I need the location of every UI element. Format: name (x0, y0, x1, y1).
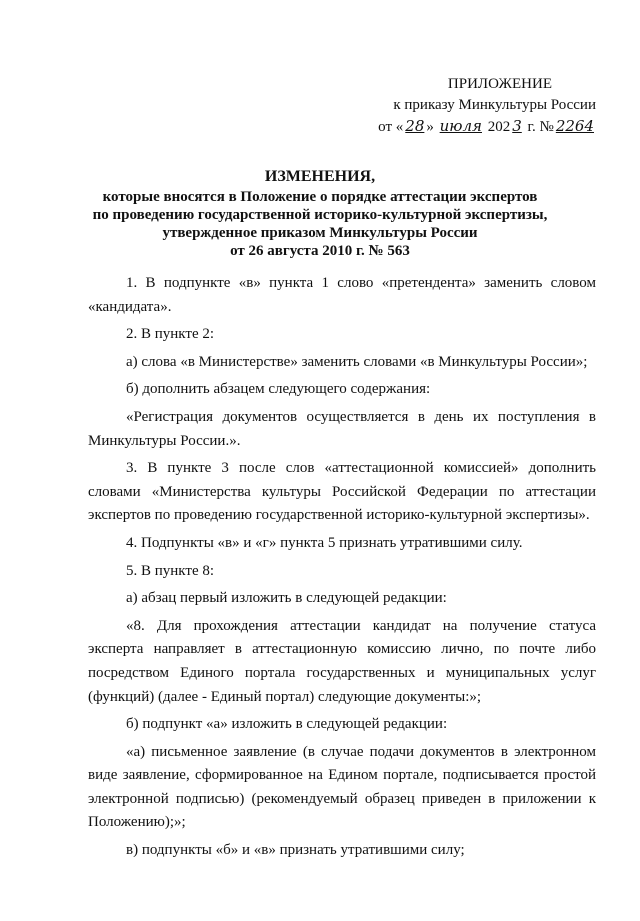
year-prefix: 202 (487, 119, 511, 135)
paragraph-item-5c: в) подпункты «б» и «в» признать утратившими силу; (126, 842, 465, 859)
paragraph-item-5: 5. В пункте 8: (126, 562, 215, 579)
date-day-close: » (426, 119, 434, 135)
paragraph-quote-registration: «Регистрация документов осуществляется в день их поступления в Минкультуры России.». (88, 408, 596, 449)
paragraph-item-5b: б) подпункт «а» изложить в следующей редакции: (126, 716, 448, 733)
heading-line: утвержденное приказом Минкультуры России (162, 225, 478, 241)
appendix-order-ref: к приказу Минкультуры России (393, 97, 596, 113)
appendix-block (356, 74, 596, 138)
appendix-date-line (356, 116, 596, 138)
paragraph-item-4: 4. Подпункты «в» и «г» пункта 5 признать утратившими силу. (126, 534, 523, 551)
paragraph-item-2b: б) дополнить абзацем следующего содержания: (126, 381, 431, 398)
heading-line: по проведению государственной историко-культурной экспертизы, (92, 207, 548, 223)
handwritten-year-digit: 3 (512, 117, 522, 135)
appendix-title: ПРИЛОЖЕНИЕ (447, 76, 552, 92)
paragraph-item-3: 3. В пункте 3 после слов «аттестационной комиссией» дополнить словами «Министерства культуры Российской Федерации по аттестации экспертов по проведению государственной историко-культурной экспертизы». (88, 460, 596, 524)
paragraph-item-2a: а) слова «в Министерстве» заменить словами «в Минкультуры России»; (126, 353, 588, 370)
paragraph-quote-item-8: «8. Для прохождения аттестации кандидат на получение статуса эксперта направляет в аттестационную комиссию лично, по почте либо посредством Единого портала государственных и муниципальных услуг (функций) (далее - Единый портал) следующие документы:»; (88, 617, 596, 705)
handwritten-day: 28 (405, 117, 425, 135)
document-heading (60, 168, 580, 260)
heading-title: ИЗМЕНЕНИЯ, (264, 168, 376, 185)
heading-line: которые вносятся в Положение о порядке аттестации экспертов (102, 189, 538, 205)
paragraph-item-2: 2. В пункте 2: (126, 326, 215, 343)
number-prefix: г. № (527, 119, 554, 135)
handwritten-order-number: 2264 (555, 117, 594, 135)
handwritten-month: июля (439, 117, 482, 135)
paragraph-quote-subitem-a: «а) письменное заявление (в случае подачи документов в электронном виде заявление, сформированное на Едином портале, подписывается простой электронной подписью) (рекомендуемый образец приведен в приложении к Положению);»; (88, 743, 596, 831)
paragraph-item-5a: а) абзац первый изложить в следующей редакции: (126, 590, 447, 607)
heading-line: от 26 августа 2010 г. № 563 (230, 243, 410, 259)
paragraph-item-1: 1. В подпункте «в» пункта 1 слово «претендента» заменить словом «кандидата». (88, 275, 596, 315)
date-prefix: от « (378, 119, 404, 135)
document-body (88, 272, 596, 867)
